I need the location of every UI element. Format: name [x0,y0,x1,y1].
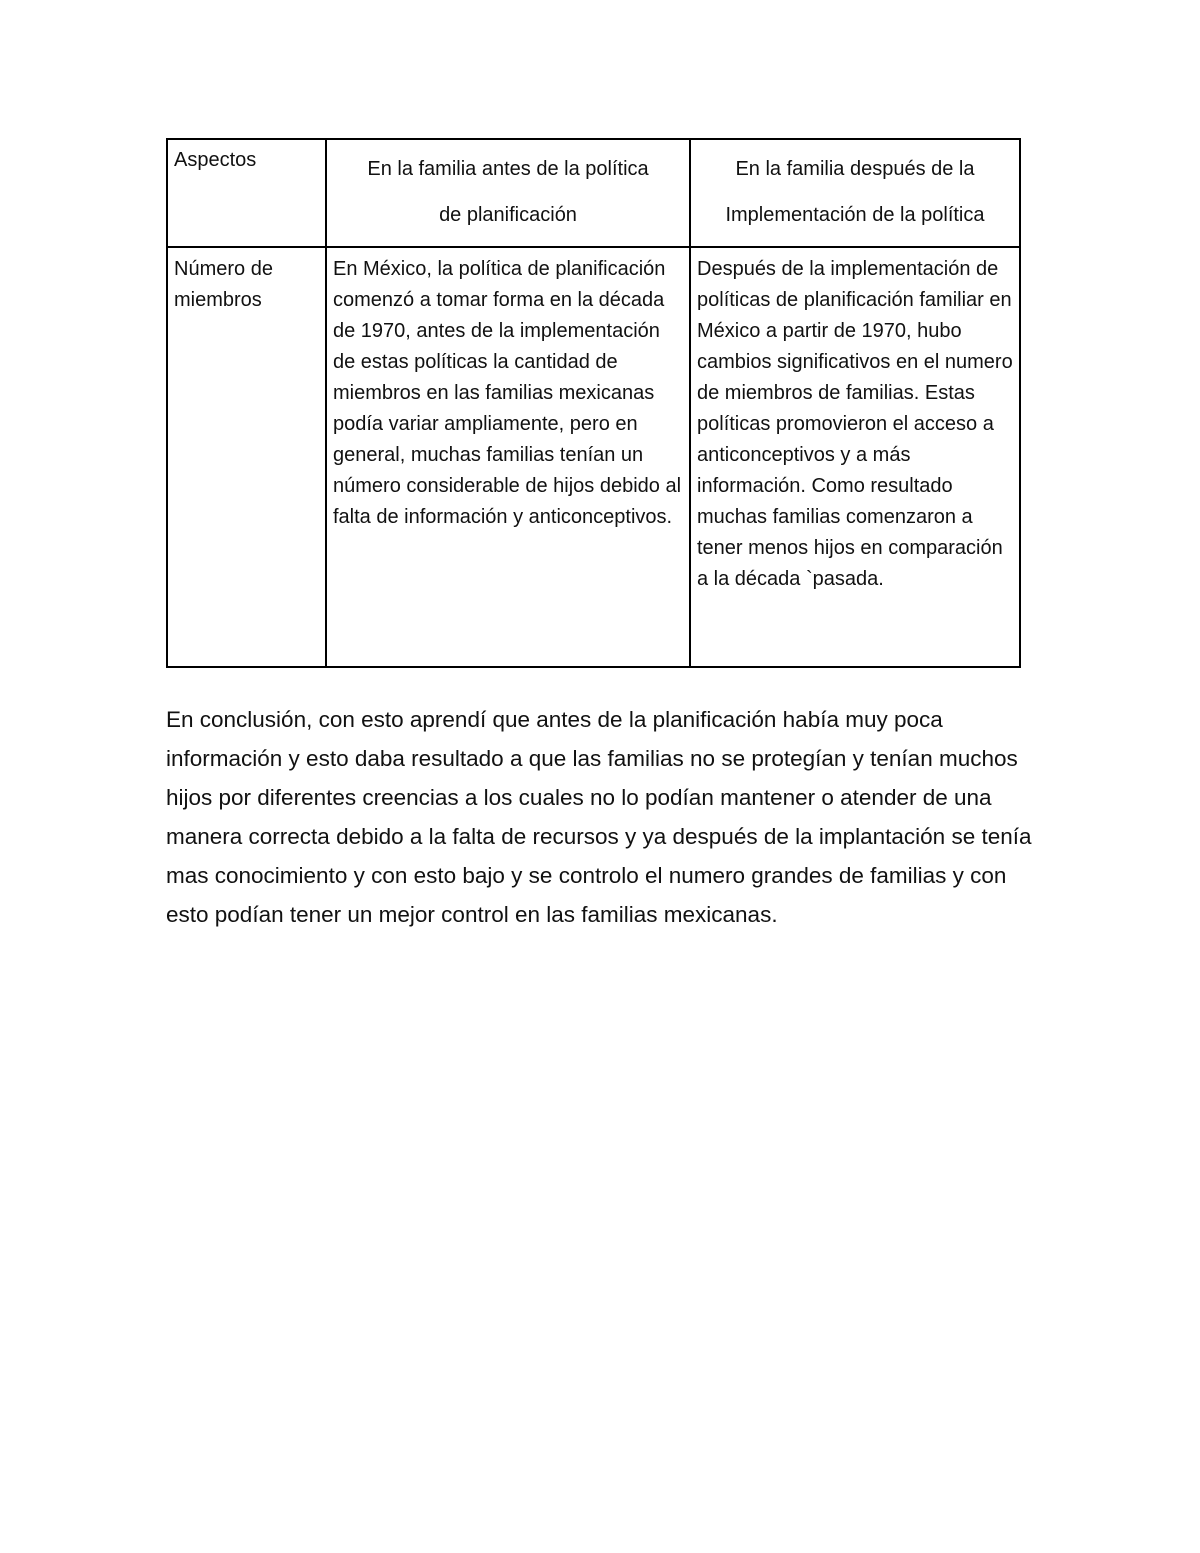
header-before-line1: En la familia antes de la política [367,158,649,180]
row-after-cell: Después de la implementación de políticas de planificación familiar en México a partir de 1970, hubo cambios significativos en el numero de miembros de familias. Estas políticas promovieron el acceso a anticonceptivos y a más información. Como resultado muchas familias comenzaron a tener menos hijos en comparación a la década `pasada. [690,247,1020,667]
header-after-line1: En la familia después de la [735,158,975,180]
header-after-line2: Implementación de la política [725,204,985,226]
row-before-cell: En México, la política de planificación comenzó a tomar forma en la década de 1970, antes de la implementación de estas políticas la cantidad de miembros en las familias mexicanas podía variar ampliamente, pero en general, muchas familias tenían un número considerable de hijos debido al falta de información y anticonceptivos. [326,247,690,667]
conclusion-paragraph: En conclusión, con esto aprendí que antes de la planificación había muy poca información y esto daba resultado a que las familias no se protegían y tenían muchos hijos por diferentes creencias a los cuales no lo podían mantener o atender de una manera correcta debido a la falta de recursos y ya después de la implantación se tenía mas conocimiento y con esto bajo y se controlo el numero grandes de familias y con esto podían tener un mejor control en las familias mexicanas. [166,707,1032,927]
row-aspect-cell: Número de miembros [167,247,326,667]
header-before-policy [326,139,690,247]
table-header-row [167,139,1020,247]
table-row [167,247,1020,667]
header-before-line2: de planificación [439,204,577,226]
header-aspects [167,139,326,247]
comparison-table [166,138,1021,668]
header-after-policy [690,139,1020,247]
header-aspects-label: Aspectos [174,149,257,171]
